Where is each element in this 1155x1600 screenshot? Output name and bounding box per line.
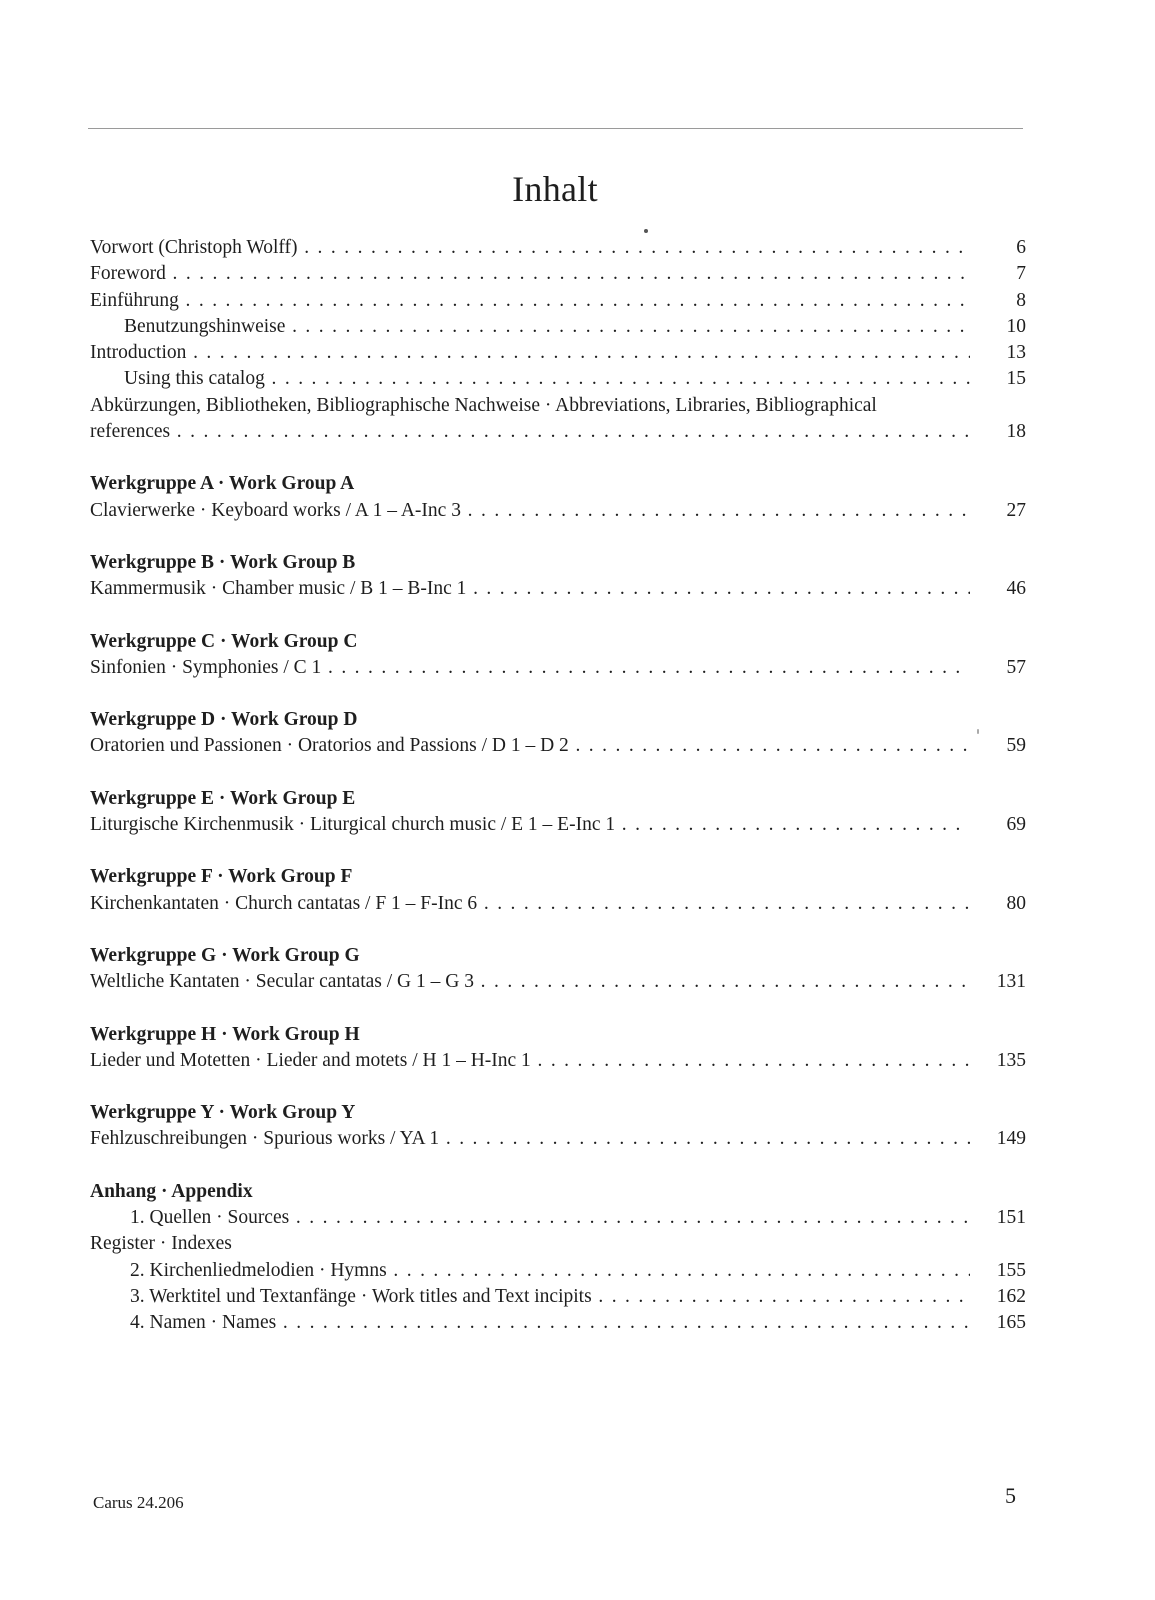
toc-entry-label: Oratorien und Passionen · Oratorios and Passions / D 1 – D 2 . . . [90, 733, 970, 759]
work-group-heading [90, 786, 1040, 812]
register-title: Register · Indexes [90, 1233, 232, 1255]
toc-entry[interactable] [90, 655, 1040, 681]
toc-entry-page: 18 [1006, 421, 1026, 443]
toc-entry[interactable] [90, 366, 1040, 392]
work-group-heading [90, 550, 1040, 576]
toc-entry-label: Clavierwerke · Keyboard works / A 1 – A-Inc 3 . . . [90, 498, 970, 524]
toc-entry-page: 46 [1006, 578, 1026, 600]
toc-entry-page: 59 [1006, 735, 1026, 757]
register-heading [90, 1231, 1040, 1257]
toc-entry-label: Using this catalog . . . [124, 366, 970, 392]
toc-entry-page: 10 [1006, 315, 1026, 337]
work-group-title: Werkgruppe F · Work Group F [90, 866, 353, 888]
toc-entry[interactable] [90, 1258, 1040, 1284]
toc-entry-page: 27 [1006, 499, 1026, 521]
toc-entry-page: 165 [996, 1312, 1026, 1334]
toc-entry-label: 1. Quellen · Sources . . . [130, 1205, 970, 1231]
toc-entry-label: Liturgische Kirchenmusik · Liturgical church music / E 1 – E-Inc 1 . . . [90, 812, 970, 838]
work-group-title: Werkgruppe B · Work Group B [90, 551, 356, 573]
work-group-title: Werkgruppe G · Work Group G [90, 944, 360, 966]
toc-entry-label: Weltliche Kantaten · Secular cantatas / G 1 – G 3 . . . [90, 969, 970, 995]
toc-entry-page: 15 [1006, 368, 1026, 390]
toc-entry[interactable] [90, 1284, 1040, 1310]
toc-entry-page: 80 [1006, 892, 1026, 914]
work-group-title: Werkgruppe E · Work Group E [90, 787, 356, 809]
appendix-title: Anhang · Appendix [90, 1180, 253, 1202]
toc-entry-page: 7 [1016, 263, 1026, 285]
page-title: Inhalt [512, 169, 598, 209]
toc-entry-label: Benutzungshinweise . . . [124, 314, 970, 340]
toc-entry[interactable] [90, 419, 1040, 445]
toc-entry[interactable] [90, 261, 1040, 287]
toc-entry-page: 135 [996, 1049, 1026, 1071]
toc-entry[interactable] [90, 1048, 1040, 1074]
toc-entry[interactable] [90, 498, 1040, 524]
toc-entry-page: 162 [996, 1285, 1026, 1307]
work-group-heading [90, 471, 1040, 497]
toc-entry[interactable] [90, 576, 1040, 602]
toc-entry-label: Lieder und Motetten · Lieder and motets / H 1 – H-Inc 1 . . . [90, 1048, 970, 1074]
work-group-heading [90, 707, 1040, 733]
toc-entry-label: Introduction . . . [90, 340, 970, 366]
footer-page-number: 5 [1005, 1483, 1016, 1508]
toc-entry-label: 2. Kirchenliedmelodien · Hymns . . . [130, 1258, 970, 1284]
toc-entry-label: 4. Namen · Names . . . [130, 1310, 970, 1336]
toc-entry-label: Vorwort (Christoph Wolff) . . . [90, 235, 970, 261]
toc-entry-label: 3. Werktitel und Textanfänge · Work titles and Text incipits . . . [130, 1284, 970, 1310]
toc-entry[interactable] [90, 1205, 1040, 1231]
toc-entry-page: 69 [1006, 814, 1026, 836]
toc-entry-label: references . . . [90, 419, 970, 445]
work-group-title: Werkgruppe D · Work Group D [90, 709, 358, 731]
toc-entry-page: 131 [996, 971, 1026, 993]
toc-entry[interactable] [90, 812, 1040, 838]
toc-entry[interactable] [90, 891, 1040, 917]
work-group-heading [90, 629, 1040, 655]
toc-entry[interactable] [90, 1126, 1040, 1152]
work-group-heading [90, 943, 1040, 969]
work-group-heading [90, 1022, 1040, 1048]
toc-entry-label: Foreword . . . [90, 261, 970, 287]
toc-entry-label: Einführung . . . [90, 288, 970, 314]
toc-entry[interactable] [90, 314, 1040, 340]
work-group-heading [90, 1100, 1040, 1126]
work-group-title: Werkgruppe H · Work Group H [90, 1023, 360, 1045]
work-group-heading [90, 864, 1040, 890]
toc-entry-label: Kirchenkantaten · Church cantatas / F 1 – F-Inc 6 . . . [90, 891, 970, 917]
print-speck [644, 229, 648, 233]
work-group-title: Werkgruppe C · Work Group C [90, 630, 358, 652]
toc-entry[interactable] [90, 1310, 1040, 1336]
toc-entry-label: Abkürzungen, Bibliotheken, Bibliographische Nachweise · Abbreviations, Libraries, Bibliographical [90, 394, 877, 416]
toc-entry-page: 149 [996, 1128, 1026, 1150]
toc-entry-continued[interactable] [90, 393, 1040, 419]
toc-entry-page: 13 [1006, 342, 1026, 364]
toc-entry-label: Kammermusik · Chamber music / B 1 – B-Inc 1 . . . [90, 576, 970, 602]
toc-entry-page: 8 [1016, 289, 1026, 311]
toc-entry-page: 6 [1016, 237, 1026, 258]
toc-entry[interactable] [90, 340, 1040, 366]
table-of-contents [90, 235, 1040, 1337]
toc-entry-page: 155 [996, 1259, 1026, 1281]
appendix-heading [90, 1179, 1040, 1205]
toc-entry-label: Sinfonien · Symphonies / C 1 . . . [90, 655, 970, 681]
work-group-title: Werkgruppe Y · Work Group Y [90, 1102, 356, 1124]
work-group-title: Werkgruppe A · Work Group A [90, 473, 355, 495]
toc-entry-page: 57 [1006, 656, 1026, 678]
toc-entry[interactable] [90, 969, 1040, 995]
toc-entry-label: Fehlzuschreibungen · Spurious works / YA 1 . . . [90, 1126, 970, 1152]
toc-entry[interactable] [90, 288, 1040, 314]
footer-catalog-number: Carus 24.206 [93, 1493, 184, 1512]
toc-entry[interactable] [90, 235, 1040, 261]
toc-entry[interactable] [90, 733, 1040, 759]
top-rule [88, 128, 1023, 129]
toc-entry-page: 151 [996, 1207, 1026, 1229]
